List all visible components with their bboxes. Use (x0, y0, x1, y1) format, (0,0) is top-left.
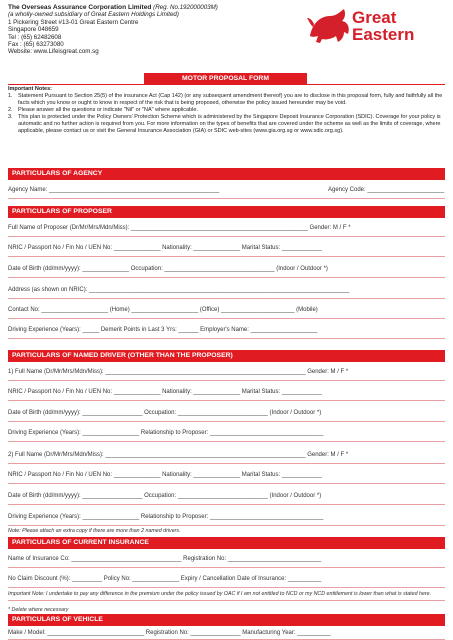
driver2-nric-field[interactable]: NRIC / Passport No / Fin No / UEN No: ______________ Nationality: ______________ Marital Status: ____________ (8, 467, 445, 484)
vehicle-make-field[interactable]: Make / Model: _____________________________ Registration No: _______________ Manufacturing Year: __________ (8, 627, 445, 640)
section-insurance-header: PARTICULARS OF CURRENT INSURANCE (8, 537, 445, 549)
driver2-full-name-field[interactable]: 2) Full Name (Dr/Mr/Mrs/Mdn/Miss): ____________________________________________________________ Gender: M / F * (8, 447, 445, 464)
company-header (8, 4, 308, 56)
lion-icon (306, 6, 352, 44)
section-agency-header: PARTICULARS OF AGENCY (8, 168, 445, 180)
driver1-nric-field[interactable]: NRIC / Passport No / Fin No / UEN No: ______________ Nationality: ______________ Marital Status: ____________ (8, 384, 445, 401)
form-title: MOTOR PROPOSAL FORM (144, 73, 307, 84)
proposer-dob-field[interactable]: Date of Birth (dd/mm/yyyy): ______________ Occupation: _________________________________ (Indoor / Outdoor *) (8, 261, 445, 278)
important-notes (8, 86, 445, 135)
driver-note: Note: Please attach an extra copy if there are more than 2 named drivers. (8, 528, 181, 534)
proposer-full-name-field[interactable]: Full Name of Proposer (Dr/Mr/Mrs/Mdn/Miss): _____________________________________________________ Gender: M / F * (8, 220, 445, 237)
insurance-ncd-field[interactable]: No Claim Discount (%): _________ Policy No: ______________ Expiry / Cancellation Date of Insurance: __________ (8, 571, 445, 588)
company-website: Website: www.Lifeisgreat.com.sg (8, 48, 99, 56)
proposer-address-field[interactable]: Address (as shown on NRIC): ______________________________________________________________________________ (8, 282, 445, 299)
company-subsidiary: (a wholly-owned subsidiary of Great Eastern Holdings Limited) (8, 11, 179, 19)
agency-code-field[interactable]: Agency Code: _______________________ (328, 187, 445, 193)
section-driver-header: PARTICULARS OF NAMED DRIVER (OTHER THAN THE PROPOSER) (8, 350, 445, 362)
notes-heading: Important Notes: (8, 86, 52, 92)
driver2-driving-field[interactable]: Driving Experience (Years): _________________ Relationship to Proposer: __________________________________ (8, 509, 445, 526)
company-tel: Tel : (65) 62482608 (8, 33, 62, 41)
agency-name-field[interactable]: Agency Name: ___________________________________________________ (8, 187, 220, 193)
agency-row (8, 182, 445, 199)
note-item: 1. Statement Pursuant to Section 25(5) of the insurance Act (Cap 142) (or any subsequent amendment thereof) you are to disclose in this proposal form, fully and faithfully all the facts which you know or ought to know in respect of the risk that is being proposed, otherwise the policy issued hereunder may be void. (8, 93, 443, 106)
great-eastern-logo (306, 6, 446, 46)
proposer-driving-field[interactable]: Driving Experience (Years): _____ Demerit Points in Last 3 Yrs: ______ Employer's Name: ____________________ (8, 322, 445, 339)
logo-text: Great Eastern (352, 8, 415, 44)
proposer-contact-field[interactable]: Contact No: ____________________ (Home) ____________________ (Office) ______________________ (Mobile) (8, 302, 445, 319)
delete-note: * Delete where necessary (8, 607, 69, 613)
title-divider (8, 84, 445, 85)
insurance-name-field[interactable]: Name of Insurance Co: _________________________________ Registration No: ____________________________ (8, 551, 445, 568)
company-address: 1 Pickering Street #13-01 Great Eastern Centre (8, 18, 139, 26)
proposer-nric-field[interactable]: NRIC / Passport No / Fin No / UEN No: ______________ Nationality: ______________ Marital Status: ____________ (8, 240, 445, 257)
driver2-dob-field[interactable]: Date of Birth (dd/mm/yyyy): __________________ Occupation: ___________________________ (Indoor / Outdoor *) (8, 488, 445, 505)
driver1-full-name-field[interactable]: 1) Full Name (Dr/Mr/Mrs/Mdn/Miss): ____________________________________________________________ Gender: M / F * (8, 364, 445, 381)
company-reg-no: (Reg. No.192000003M) (153, 4, 218, 11)
note-item: 3. This plan is protected under the Policy Owners' Protection Scheme which is administered by the Singapore Deposit Insurance Corporation (SDIC). Coverage for your policy is automatic and no further action is required from you. For more information on the types of benefits that are covered under the scheme as well as the limits of coverage, where applicable, please contact us or visit the General Insurance Association (GIA) or SDIC web-sites (www.gia.org.sg or www.sdic.org.sg). (8, 114, 441, 134)
section-vehicle-header: PARTICULARS OF VEHICLE (8, 614, 445, 626)
company-fax: Fax : (65) 63273080 (8, 41, 64, 49)
company-name: The Overseas Assurance Corporation Limited (8, 4, 152, 11)
insurance-important-note: Important Note: I undertake to pay any difference in the premium under the policy issued by OAC if I am not entitled to NCD or my NCD entitlement is lower than what is stated here. (8, 591, 445, 601)
company-city: Singapore 048659 (8, 26, 59, 34)
note-item: 2. Please answer all the questions or indicate "Nil" or "NA" where applicable. (8, 107, 198, 113)
section-proposer-header: PARTICULARS OF PROPOSER (8, 206, 445, 218)
driver1-dob-field[interactable]: Date of Birth (dd/mm/yyyy): __________________ Occupation: ___________________________ (Indoor / Outdoor *) (8, 405, 445, 422)
driver1-driving-field[interactable]: Driving Experience (Years): _________________ Relationship to Proposer: __________________________________ (8, 425, 445, 442)
